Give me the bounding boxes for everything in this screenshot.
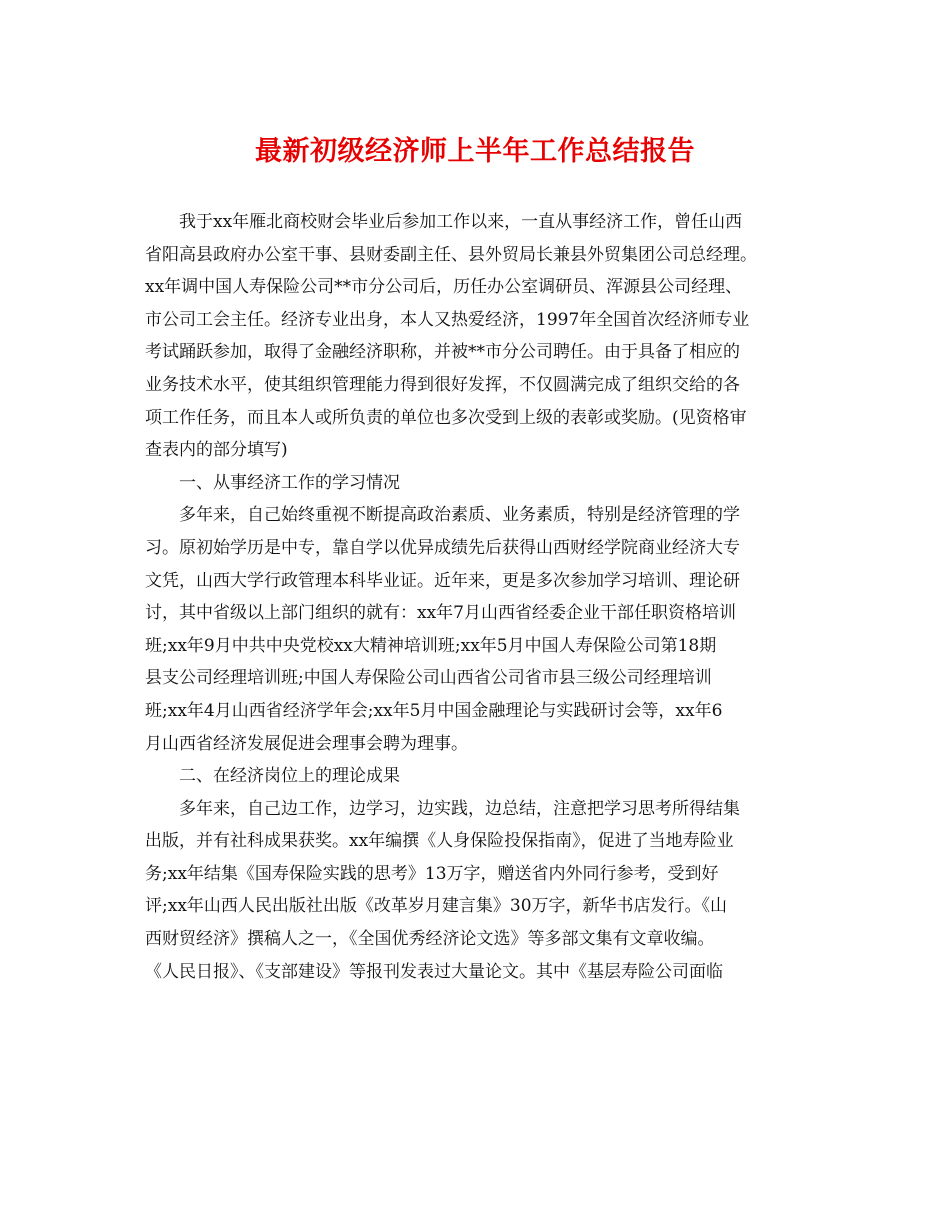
text-line: 项工作任务，而且本人或所负责的单位也多次受到上级的表彰或奖励。(见资格审 <box>145 407 747 428</box>
document-title: 最新初级经济师上半年工作总结报告 <box>255 136 695 167</box>
document-body <box>145 206 807 988</box>
text-line: 市公司工会主任。经济专业出身，本人又热爱经济，1997年全国首次经济师专业 <box>145 309 750 330</box>
text-line: 一、从事经济工作的学习情况 <box>179 472 400 493</box>
text-line: 县支公司经理培训班;中国人寿保险公司山西省公司省市县三级公司经理培训 <box>145 668 712 689</box>
text-line: 业务技术水平，使其组织管理能力得到很好发挥，不仅圆满完成了组织交给的各 <box>145 374 740 395</box>
text-line: 月山西省经济发展促进会理事会聘为理事。 <box>145 733 468 754</box>
text-line: 习。原初始学历是中专，靠自学以优异成绩先后获得山西财经学院商业经济大专 <box>145 537 740 558</box>
text-line: 多年来，自己边工作，边学习，边实践，边总结，注意把学习思考所得结集 <box>179 798 740 819</box>
text-line: 文凭，山西大学行政管理本科毕业证。近年来，更是多次参加学习培训、理论研 <box>145 570 740 591</box>
text-line: 省阳高县政府办公室干事、县财委副主任、县外贸局长兼县外贸集团公司总经理。 <box>145 244 757 265</box>
text-line: 评;xx年山西人民出版社出版《改革岁月建言集》30万字，新华书店发行。《山 <box>145 896 728 917</box>
text-line: 务;xx年结集《国寿保险实践的思考》13万字，赠送省内外同行参考，受到好 <box>145 863 719 884</box>
text-line: 出版，并有社科成果获奖。xx年编撰《人身保险投保指南》，促进了当地寿险业 <box>145 831 734 852</box>
text-line: 我于xx年雁北商校财会毕业后参加工作以来，一直从事经济工作，曾任山西 <box>179 212 743 232</box>
text-line: 班;xx年9月中共中央党校xx大精神培训班;xx年5月中国人寿保险公司第18期 <box>145 635 717 656</box>
text-line: 二、在经济岗位上的理论成果 <box>179 766 400 787</box>
text-line: 多年来，自己始终重视不断提高政治素质、业务素质，特别是经济管理的学 <box>179 505 740 526</box>
text-line: 班;xx年4月山西省经济学年会;xx年5月中国金融理论与实践研讨会等，xx年6 <box>145 700 723 721</box>
text-line: xx年调中国人寿保险公司**市分公司后，历任办公室调研员、浑源县公司经理、 <box>145 277 743 298</box>
text-line: 《人民日报》、《支部建设》等报刊发表过大量论文。其中《基层寿险公司面临 <box>145 961 723 982</box>
text-line: 西财贸经济》撰稿人之一，《全国优秀经济论文选》等多部文集有文章收编。 <box>145 929 715 950</box>
text-line: 讨，其中省级以上部门组织的就有：xx年7月山西省经委企业干部任职资格培训 <box>145 603 736 624</box>
text-line: 查表内的部分填写) <box>145 440 288 461</box>
text-line: 考试踊跃参加，取得了金融经济职称，并被**市分公司聘任。由于具备了相应的 <box>145 342 740 363</box>
